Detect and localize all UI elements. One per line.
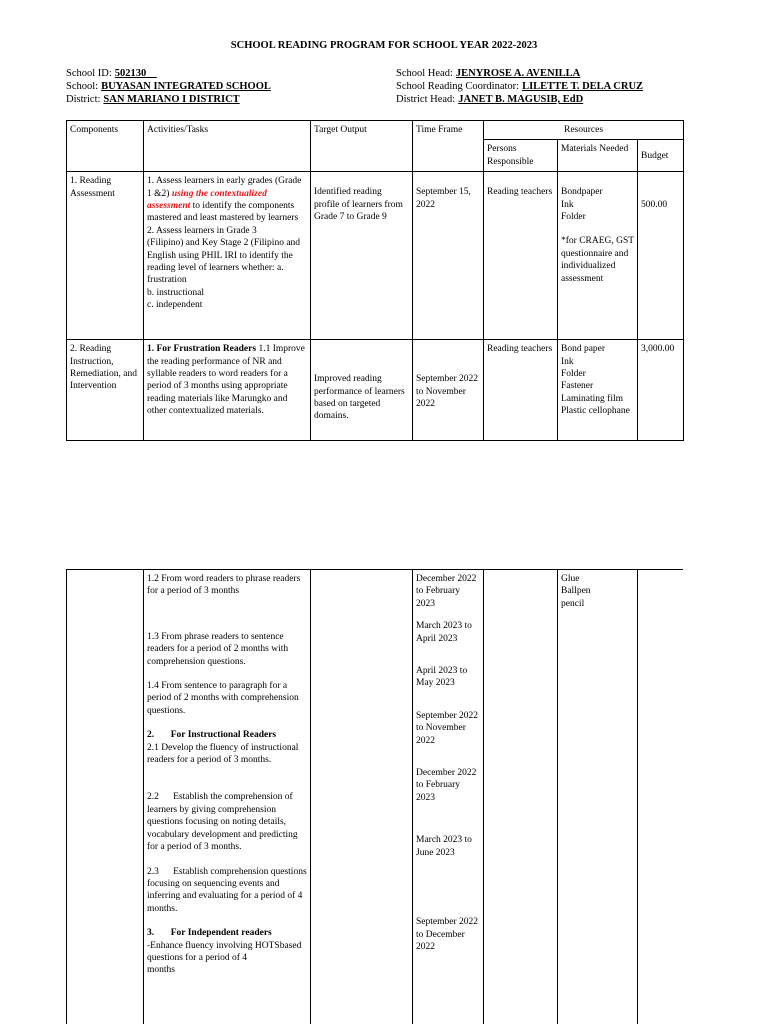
header-resources: Resources	[484, 121, 684, 140]
table-row	[67, 570, 684, 1024]
material-item: Bondpaper	[561, 187, 603, 198]
activity-item: 1.4 From sentence to paragraph for a period of 2 months with comprehension questions.	[147, 681, 299, 716]
activity-item: 2.1 Develop the fluency of instructional readers for a period of 3 months.	[147, 742, 299, 766]
material-item: pencil	[561, 598, 585, 609]
table-row	[67, 172, 684, 340]
program-table	[66, 120, 684, 441]
time-frame-item: September 2022 to November 2022	[416, 710, 479, 746]
item-text: Establish the comprehension of learners by giving comprehension questions focusing on noting details, vocabulary development and predicting for a period of 3 months.	[147, 792, 298, 853]
materials-cell	[558, 340, 638, 441]
activity-text: to identify the components mastered and least mastered by learners 2. Assess learners in Grade 3	[147, 201, 299, 236]
target-cell: Improved reading performance of learners based on targeted domains.	[311, 340, 413, 441]
school-id-line	[66, 67, 271, 80]
item-text: Establish comprehension questions focusing on sequencing events and inferring and evaluating for a period of 4 months.	[147, 866, 307, 914]
program-table-page-1	[66, 120, 683, 441]
materials-cell	[558, 172, 638, 340]
header-materials: Materials Needed	[558, 140, 638, 172]
school-line	[66, 80, 271, 93]
district-head-value: JANET B. MAGUSIB, EdD	[458, 94, 584, 105]
persons-cell	[484, 570, 558, 1024]
district-head-label: District Head:	[396, 94, 456, 105]
materials-cell	[558, 570, 638, 1024]
activities-cell	[144, 340, 311, 441]
header-persons: Persons Responsible	[484, 140, 558, 172]
material-item: Ballpen	[561, 586, 591, 597]
school-id-underline-pad	[146, 68, 157, 79]
school-info-left	[66, 67, 271, 106]
material-item: Laminating film Plastic cellophane	[561, 393, 630, 417]
time-frame-item: April 2023 to May 2023	[416, 666, 468, 689]
school-head-value: JENYROSE A. AVENILLA	[455, 68, 581, 79]
school-head-line	[396, 67, 643, 80]
material-item: *for CRAEG, GST questionnaire and individualized assessment	[561, 236, 634, 284]
item-number: 2.2	[147, 792, 159, 803]
school-value: BUYASAN INTEGRATED SCHOOL	[101, 81, 271, 92]
coordinator-line	[396, 80, 643, 93]
activity-heading	[147, 927, 307, 939]
district-label: District:	[66, 94, 101, 105]
school-id-label: School ID:	[66, 68, 112, 79]
heading-text: For Independent readers	[170, 928, 272, 939]
time-cell: September 15, 2022	[413, 172, 484, 340]
material-item: Bond paper	[561, 344, 606, 355]
activities-cell	[144, 172, 311, 340]
time-frame-item: March 2023 to April 2023	[416, 621, 472, 644]
material-item: Glue	[561, 574, 580, 584]
time-frame-item: December 2022 to February 2023	[416, 574, 477, 609]
component-cell: 2. Reading Instruction, Remediation, and Intervention	[67, 340, 144, 441]
activity-text: c. independent	[147, 300, 203, 311]
district-line	[66, 93, 271, 106]
program-table-continued	[66, 569, 683, 1024]
component-cell: 1. Reading Assessment	[67, 172, 144, 340]
table-row	[67, 340, 684, 441]
document-title: SCHOOL READING PROGRAM FOR SCHOOL YEAR 2022-2023	[230, 40, 538, 51]
header-target-output: Target Output	[311, 121, 413, 172]
school-id-value: 502130	[114, 68, 147, 79]
activity-highlight: using the contextualized assessment	[147, 188, 267, 212]
program-table-page-2	[66, 569, 683, 1024]
activities-cell	[144, 570, 311, 1024]
header-time-frame: Time Frame	[413, 121, 484, 172]
budget-cell: 500.00	[638, 172, 684, 340]
target-cell	[311, 570, 413, 1024]
activity-heading	[147, 729, 307, 741]
activity-text: 1.1 Improve the reading performance of NR and syllable readers to word readers for a period of 3 months using appropriate reading materials like Marungko and other contextualized materials.	[147, 344, 305, 417]
component-cell	[67, 570, 144, 1024]
material-item: Ink	[561, 199, 574, 210]
header-row	[67, 121, 684, 140]
target-cell: Identified reading profile of learners from Grade 7 to Grade 9	[311, 172, 413, 340]
activity-text: 1. Assess learners in early grades (Grade 1 &2)	[147, 176, 302, 199]
activity-item: -Enhance fluency involving HOTSbased questions for a period of 4	[147, 940, 302, 963]
time-cell: September 2022 to November 2022	[413, 340, 484, 441]
time-frame-item: December 2022 to February 2023	[416, 768, 477, 803]
school-label: School:	[66, 81, 99, 92]
budget-cell	[638, 570, 684, 1024]
activity-item: months	[147, 965, 175, 976]
district-value: SAN MARIANO I DISTRICT	[103, 94, 240, 105]
activity-text: b. instructional	[147, 287, 204, 298]
time-cell	[413, 570, 484, 1024]
activity-item	[147, 791, 307, 853]
activity-text: (Filipino) and Key Stage 2 (Filipino and English using PHIL IRI to identify the reading level of learners whether: a. frustration	[147, 238, 301, 286]
material-item: Folder	[561, 212, 586, 223]
heading-text: For Instructional Readers	[170, 730, 277, 741]
header-activities: Activities/Tasks	[144, 121, 311, 172]
heading-number: 3.	[147, 928, 155, 939]
school-head-label: School Head:	[396, 68, 453, 79]
material-item: Folder	[561, 369, 586, 380]
coordinator-value: LILETTE T. DELA CRUZ	[522, 81, 644, 92]
activity-heading: 1. For Frustration Readers	[147, 344, 257, 355]
activity-item	[147, 866, 307, 916]
material-item: Fastener	[561, 381, 594, 392]
time-frame-item: September 2022 to December 2022	[416, 917, 479, 952]
district-head-line	[396, 93, 643, 106]
heading-number: 2.	[147, 730, 155, 741]
school-info-right	[396, 67, 643, 106]
header-components: Components	[67, 121, 144, 172]
header-budget: Budget	[638, 140, 684, 172]
budget-cell: 3,000.00	[638, 340, 684, 441]
time-frame-item: March 2023 to June 2023	[416, 835, 472, 858]
activity-item: 1.2 From word readers to phrase readers for a period of 3 months	[147, 574, 301, 597]
activity-item: 1.3 From phrase readers to sentence readers for a period of 2 months with comprehension questions.	[147, 631, 289, 667]
coordinator-label: School Reading Coordinator:	[396, 81, 520, 92]
item-number: 2.3	[147, 866, 159, 877]
persons-cell: Reading teachers	[484, 340, 558, 441]
persons-cell: Reading teachers	[484, 172, 558, 340]
material-item: Ink	[561, 356, 574, 367]
